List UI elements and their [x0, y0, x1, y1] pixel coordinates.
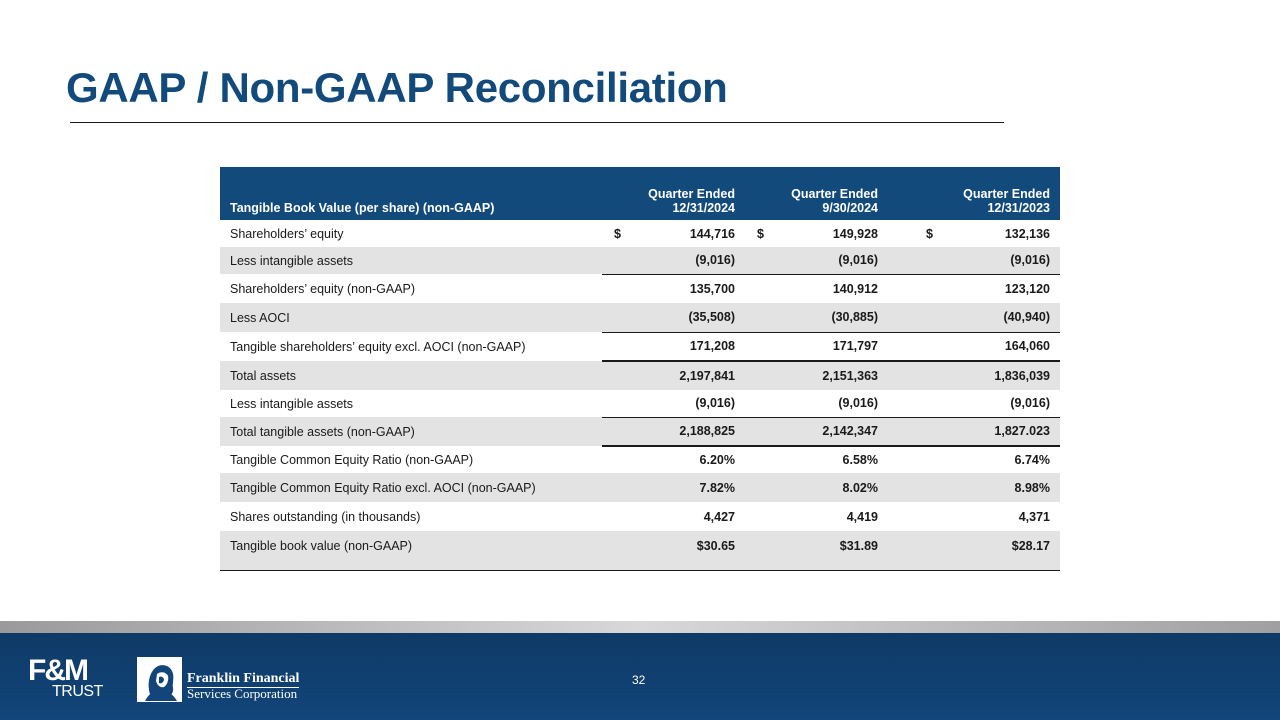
- fm-trust-logo: [28, 656, 110, 702]
- row-label: Total assets: [230, 368, 297, 383]
- table-row: [220, 446, 1060, 473]
- table-header-row: [220, 167, 1060, 220]
- cell-value: 1,827.023: [888, 417, 1060, 446]
- fm-logo-wordmark: TRUST: [52, 683, 103, 700]
- cell-value: 123,120: [1004, 281, 1050, 296]
- fm-logo-mark: F&M: [28, 654, 87, 687]
- column-header-date: 12/31/2023: [987, 201, 1050, 215]
- column-header-line1: Quarter Ended: [791, 187, 878, 201]
- cell-value: 8.98%: [1014, 480, 1050, 495]
- cell-value: $31.89: [745, 531, 888, 570]
- table-row: [220, 417, 1060, 446]
- franklin-financial-logo: [187, 671, 299, 701]
- cell-value: 2,151,363: [822, 369, 878, 383]
- cell-value: 135,700: [689, 281, 735, 296]
- cell-value: 6.20%: [699, 453, 735, 467]
- cell-value: (9,016): [602, 247, 745, 274]
- table-cell: [888, 220, 1060, 247]
- column-header-q4-2023: [888, 167, 1060, 220]
- ffsc-name-line1: Franklin Financial: [187, 671, 300, 686]
- cell-value: (9,016): [745, 247, 888, 274]
- table-row: [220, 390, 1060, 417]
- table-row: [220, 361, 1060, 390]
- table-row: [220, 303, 1060, 332]
- cell-value: 2,197,841: [679, 369, 735, 383]
- row-label: Tangible Common Equity Ratio excl. AOCI (non-GAAP): [230, 480, 536, 495]
- cell-value: 6.74%: [1014, 453, 1050, 467]
- row-label: Less intangible assets: [230, 253, 353, 268]
- column-header-line1: Quarter Ended: [648, 187, 735, 201]
- cell-value: 4,419: [846, 509, 878, 524]
- cell-value: (30,885): [745, 303, 888, 332]
- table-row: [220, 247, 1060, 274]
- currency-symbol: $: [614, 226, 621, 241]
- row-label: Tangible shareholders’ equity excl. AOCI (non-GAAP): [230, 339, 526, 354]
- table-header-label: Tangible Book Value (per share) (non-GAAP): [230, 201, 495, 215]
- column-header-line1: Quarter Ended: [963, 187, 1050, 201]
- row-label: Tangible Common Equity Ratio (non-GAAP): [230, 452, 474, 467]
- cell-value: 2,188,825: [602, 417, 745, 446]
- page-title: GAAP / Non-GAAP Reconciliation: [66, 64, 728, 111]
- row-label: Less AOCI: [230, 310, 290, 325]
- cell-value: (9,016): [888, 390, 1060, 417]
- page-number: 32: [632, 673, 646, 687]
- column-header-q4-2024: [602, 167, 745, 220]
- cell-value: 140,912: [832, 281, 878, 296]
- currency-symbol: $: [757, 226, 764, 241]
- table-cell: [745, 220, 888, 247]
- cell-value: 164,060: [888, 332, 1060, 361]
- row-label: Shareholders’ equity (non-GAAP): [230, 281, 416, 296]
- cell-value: 7.82%: [699, 480, 735, 495]
- cell-value: 8.02%: [842, 480, 878, 495]
- cell-value: 149,928: [832, 226, 878, 241]
- table-cell: [602, 220, 745, 247]
- cell-value: 6.58%: [842, 453, 878, 467]
- ffsc-name-line2: Services Corporation: [187, 686, 298, 701]
- row-label: Shareholders’ equity: [230, 226, 344, 241]
- column-header-q3-2024: [745, 167, 888, 220]
- title-divider: [70, 122, 1004, 123]
- cell-value: (35,508): [602, 303, 745, 332]
- cell-value: 2,142,347: [745, 417, 888, 446]
- cell-value: 171,208: [602, 332, 745, 361]
- cell-value: 144,716: [689, 226, 735, 241]
- cell-value: 171,797: [745, 332, 888, 361]
- franklin-portrait-icon: [137, 657, 182, 702]
- cell-value: $30.65: [602, 531, 745, 570]
- table-row: [220, 274, 1060, 303]
- table-row: [220, 332, 1060, 361]
- ffsc-divider: [187, 687, 299, 688]
- cell-value: (9,016): [745, 390, 888, 417]
- cell-value: 4,371: [1018, 509, 1050, 524]
- cell-value: 1,836,039: [994, 369, 1050, 383]
- column-header-date: 9/30/2024: [822, 201, 878, 215]
- currency-symbol: $: [926, 226, 933, 241]
- row-label: Tangible book value (non-GAAP): [220, 531, 602, 570]
- cell-value: (9,016): [888, 247, 1060, 274]
- cell-value: (40,940): [888, 303, 1060, 332]
- cell-value: (9,016): [602, 390, 745, 417]
- reconciliation-table: [220, 167, 1060, 571]
- row-label: Shares outstanding (in thousands): [230, 509, 421, 524]
- cell-value: 4,427: [703, 509, 735, 524]
- cell-value: $28.17: [888, 531, 1060, 570]
- footer-stripe: [0, 621, 1280, 633]
- column-header-date: 12/31/2024: [672, 201, 735, 215]
- table-row: [220, 473, 1060, 502]
- table-row: [220, 531, 1060, 570]
- row-label: Less intangible assets: [230, 396, 353, 411]
- table-row: [220, 220, 1060, 247]
- cell-value: 132,136: [1004, 226, 1050, 241]
- table-row: [220, 502, 1060, 531]
- row-label: Total tangible assets (non-GAAP): [230, 424, 415, 439]
